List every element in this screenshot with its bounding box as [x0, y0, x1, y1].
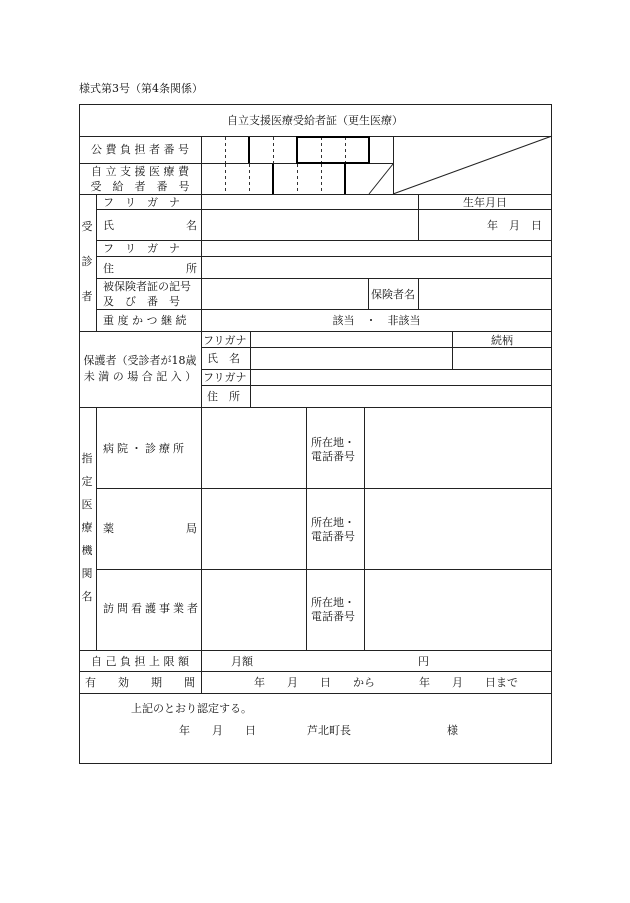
patient-group-label: 受 診 者 [81, 220, 93, 303]
nursing-location-label-2: 電話番号 [311, 610, 355, 623]
insurer-name-label: 保険者名 [371, 288, 415, 301]
severe-value: 該当 ・ 非該当 [332, 314, 421, 327]
nursing-label: 訪問看護事業者 [103, 602, 201, 615]
form-label: 様式第3号（第4条関係） [79, 82, 203, 95]
hospital-location-label-1: 所在地・ [311, 436, 355, 449]
nursing-location-label-1: 所在地・ [311, 596, 355, 609]
limit-label: 自 己 負 担 上 限 額 [91, 655, 189, 668]
recipient-number-label-1: 自 立 支 援 医 療 費 [91, 165, 189, 178]
hospital-label: 病院・診療所 [103, 442, 187, 455]
insurance-label-2: 及 び 番 号 [103, 295, 180, 308]
period-label: 有 効 期 間 [85, 676, 195, 689]
dob-label: 生年月日 [463, 196, 507, 209]
pharmacy-location-label-1: 所在地・ [311, 516, 355, 529]
guardian-address-label: 住 所 [207, 390, 240, 403]
furigana-label-2: フ リ ガ ナ [103, 242, 180, 255]
insurance-label-1: 被保険者証の記号 [103, 280, 191, 293]
address-label: 住 [103, 262, 114, 275]
period-value: 年 月 日 から 年 月 日まで [254, 676, 518, 689]
guardian-furigana-label: フリガナ [203, 334, 247, 347]
recipient-number-label-2: 受 給 者 番 号 [90, 180, 190, 193]
form-title: 自立支援医療受給者証（更生医療） [227, 114, 403, 127]
payer-number-label: 公 費 負 担 者 番 号 [91, 143, 189, 156]
name-label: 氏 [103, 219, 114, 232]
guardian-label-1: 保護者（受診者が18歳 [83, 354, 197, 367]
guardian-label-2: 未 満 の 場 合 記 入 ） [83, 370, 197, 383]
pharmacy-label-2: 局 [186, 522, 197, 535]
relation-label: 続柄 [491, 334, 513, 347]
dob-value: 年 月 日 [487, 219, 542, 232]
address-label-2: 所 [186, 262, 197, 275]
honorific: 様 [447, 724, 458, 737]
guardian-name-label: 氏 名 [207, 352, 240, 365]
limit-yen: 円 [418, 655, 429, 668]
certify-date: 年 月 日 [179, 724, 256, 737]
severe-label: 重 度 か つ 継 続 [103, 314, 187, 327]
limit-month: 月額 [231, 655, 253, 668]
pharmacy-label: 薬 [103, 522, 114, 535]
certify-text: 上記のとおり認定する。 [131, 702, 252, 715]
name-label-2: 名 [186, 219, 197, 232]
mayor-label: 芦北町長 [307, 724, 351, 737]
facility-group-label: 指 定 医 療 機 関 名 [81, 452, 93, 603]
furigana-label: フ リ ガ ナ [103, 196, 180, 209]
guardian-furigana-label-2: フリガナ [203, 371, 247, 384]
pharmacy-location-label-2: 電話番号 [311, 530, 355, 543]
hospital-location-label-2: 電話番号 [311, 450, 355, 463]
